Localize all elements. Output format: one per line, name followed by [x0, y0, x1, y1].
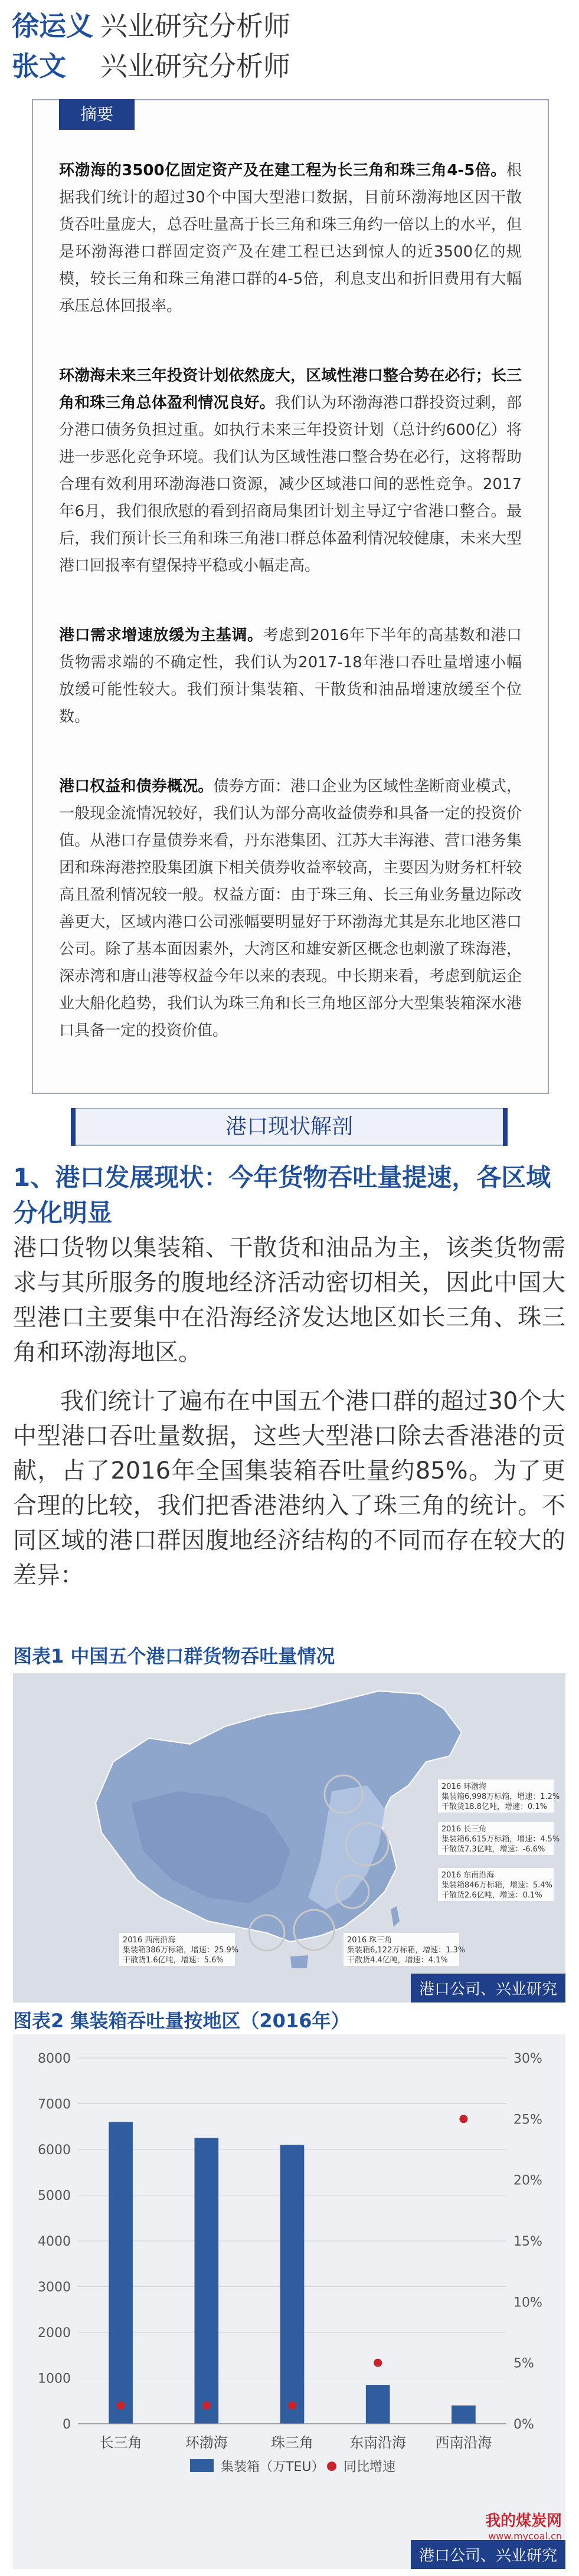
author-name: 张文	[12, 50, 66, 82]
y-tick-label: 2000	[38, 2326, 71, 2341]
para-lead: 港口需求增速放缓为主基调。	[59, 627, 263, 644]
annotation-yangtze	[438, 1822, 560, 1855]
author-1	[12, 6, 290, 46]
watermark-url: www.mycoal.cn	[488, 2531, 562, 2542]
ann-container: 集装箱6,998万标箱，增速：1.2%	[441, 1792, 560, 1801]
legend-label-bar: 集装箱（万TEU）	[221, 2460, 325, 2475]
section-heading: 1、港口发展现状：今年货物吞吐量提速，各区域分化明显	[13, 1163, 551, 1227]
ann-title: 2016 环渤海	[441, 1782, 487, 1791]
para-text: 我们认为环渤海港口群投资过剩，部分港口债务负担过重。如执行未来三年投资计划（总计约600亿）将进一步恶化竞争环境。我们认为区域性港口整合势在必行，这将帮助合理有效利用环渤海港口资源，减少区域港口间的恶性竞争。2017年6月，我们很欣慰的看到招商局集团计划主导辽宁省港口整合。最后，我们预计长三角和珠三角港口群总体盈利情况较健康，未来大型港口回报率有望保持平稳或小幅走高。	[59, 394, 522, 575]
y2-tick-label: 5%	[513, 2356, 534, 2371]
para-lead: 港口权益和债券概况。	[59, 778, 214, 795]
ann-title: 2016 珠三角	[347, 1936, 392, 1945]
bar-chart-svg	[13, 2034, 565, 2530]
y-tick-label: 3000	[38, 2280, 71, 2295]
section-banner	[71, 1108, 508, 1146]
y2-tick-label: 15%	[513, 2234, 542, 2249]
author-2	[12, 46, 290, 86]
annotation-southeast	[438, 1868, 554, 1901]
y2-tick-label: 20%	[513, 2173, 542, 2188]
y-tick-label: 1000	[38, 2371, 71, 2387]
ann-title: 2016 长三角	[441, 1825, 487, 1834]
y-tick-label: 8000	[38, 2051, 71, 2066]
hainan-island	[290, 1955, 308, 1968]
ann-bulk: 干散货18.8亿吨，增速：0.1%	[441, 1802, 547, 1811]
ann-bulk: 干散货2.6亿吨，增速：0.1%	[441, 1891, 542, 1900]
figure2-title: 图表2 集装箱吞吐量按地区（2016年）	[13, 2010, 350, 2032]
annotation-southwest	[119, 1933, 238, 1966]
bar	[280, 2145, 305, 2424]
abstract-box	[32, 99, 549, 1094]
china-map-graphic	[13, 1673, 565, 2003]
bar	[194, 2138, 218, 2424]
ann-container: 集装箱846万标箱，增速：5.4%	[441, 1881, 552, 1890]
y2-tick-label: 25%	[513, 2112, 542, 2128]
ann-title: 2016 东南沿海	[441, 1871, 495, 1880]
author-list	[12, 6, 290, 86]
abstract-paragraph	[59, 622, 522, 730]
abstract-paragraph	[59, 157, 522, 320]
abstract-body	[59, 157, 522, 1087]
author-role: 兴业研究分析师	[100, 10, 290, 42]
bar	[109, 2122, 133, 2424]
bar	[366, 2385, 390, 2424]
y-tick-label: 6000	[38, 2143, 71, 2158]
author-role: 兴业研究分析师	[100, 50, 290, 82]
figure2-chart	[13, 2034, 565, 2569]
para-lead: 环渤海的3500亿固定资产及在建工程为长三角和珠三角4-5倍。	[59, 162, 506, 179]
ann-bulk: 干散货7.3亿吨，增速：-6.6%	[441, 1845, 545, 1854]
growth-point	[374, 2359, 382, 2367]
annotation-pearl	[344, 1933, 465, 1966]
para-text: 考虑到2016年下半年的高基数和港口货物需求端的不确定性，我们认为2017-18年港口吞吐量增速小幅放缓可能性较大。我们预计集装箱、干散货和油品增速放缓至个位数。	[59, 627, 522, 726]
legend-label-dot: 同比增速	[344, 2460, 396, 2475]
abstract-tab: 摘要	[59, 99, 135, 130]
ann-bulk: 干散货1.6亿吨，增速：5.6%	[123, 1956, 224, 1965]
watermark-text: 我的煤炭网	[485, 2512, 562, 2530]
ann-title: 2016 西南沿海	[123, 1936, 176, 1945]
x-tick-label: 珠三角	[271, 2434, 313, 2451]
growth-point	[202, 2401, 211, 2410]
y-tick-label: 0	[63, 2417, 71, 2432]
y2-tick-label: 0%	[513, 2417, 534, 2432]
figure2-source-tag: 港口公司、兴业研究	[411, 2540, 565, 2569]
x-tick-label: 东南沿海	[349, 2434, 407, 2451]
para-lead: 环渤海未来三年投资计划依然庞大，区域性港口整合势在必行；长三角和珠三角总体盈利情况良好。	[59, 367, 522, 412]
annotation-bohai	[438, 1779, 560, 1813]
figure1-source-tag: 港口公司、兴业研究	[411, 1974, 565, 2003]
figure1-title: 图表1 中国五个港口群货物吞吐量情况	[13, 1645, 335, 1667]
x-tick-label: 环渤海	[185, 2434, 228, 2451]
figure1-map	[13, 1673, 565, 2003]
growth-point	[288, 2401, 296, 2410]
taiwan-island	[391, 1906, 400, 1927]
watermark	[485, 2509, 562, 2542]
y-tick-label: 5000	[38, 2188, 71, 2204]
ann-container: 集装箱386万标箱，增速：25.9%	[123, 1946, 239, 1955]
para-text: 债券方面：港口企业为区域性垄断商业模式，一般现金流情况较好，我们认为部分高收益债券和具备一定的投资价值。从港口存量债券来看，丹东港集团、江苏大丰海港、营口港务集团和珠海港控股集团旗下相关债券收益率较高，主要因为财务杠杆较高且盈利情况较一般。权益方面：由于珠三角、长三角业务量边际改善更大，区域内港口公司涨幅要明显好于环渤海尤其是东北地区港口公司。除了基本面因素外，大湾区和雄安新区概念也刺激了珠海港，深赤湾和唐山港等权益今年以来的表现。中长期来看，考虑到航运企业大船化趋势，我们认为珠三角和长三角地区部分大型集装箱深水港口具备一定的投资价值。	[59, 778, 522, 1040]
abstract-paragraph	[59, 773, 522, 1044]
growth-point	[117, 2401, 125, 2410]
banner-accent-right	[503, 1108, 508, 1146]
y2-tick-label: 30%	[513, 2051, 542, 2066]
ann-container: 集装箱6,122万标箱，增速：1.3%	[347, 1946, 466, 1955]
y-tick-label: 4000	[38, 2234, 71, 2249]
para-text: 根据我们统计的超过30个中国大型港口数据，目前环渤海地区因干散货吞吐量庞大，总吞吐量高于长三角和珠三角约一倍以上的水平，但是环渤海港口群固定资产及在建工程已达到惊人的近3500亿的规模，较长三角和珠三角港口群的4-5倍，利息支出和折旧费用有大幅承压总体回报率。	[59, 162, 522, 315]
bar	[452, 2405, 476, 2424]
section-banner-title: 港口现状解剖	[225, 1115, 353, 1139]
legend-swatch-dot	[327, 2462, 336, 2471]
y2-tick-label: 10%	[513, 2295, 542, 2310]
abstract-paragraph	[59, 362, 522, 579]
x-tick-label: 西南沿海	[435, 2434, 492, 2451]
y-tick-label: 7000	[38, 2097, 71, 2112]
body-paragraph-1: 港口货物以集装箱、干散货和油品为主，该类货物需求与其所服务的腹地经济活动密切相关，因此中国大型港口主要集中在沿海经济发达地区如长三角、珠三角和环渤海地区。	[13, 1234, 565, 1366]
legend-swatch-bar	[190, 2459, 214, 2472]
x-tick-label: 长三角	[99, 2434, 142, 2451]
body-paragraph-2: 我们统计了遍布在中国五个港口群的超过30个大中型港口吞吐量数据，这些大型港口除去香港港的贡献，占了2016年全国集装箱吞吐量约85%。为了更合理的比较，我们把香港港纳入了珠三角的统计。不同区域的港口群因腹地经济结构的不同而存在较大的差异：	[13, 1388, 565, 1589]
ann-container: 集装箱6,615万标箱，增速：4.5%	[441, 1835, 560, 1844]
ann-bulk: 干散货4.4亿吨，增速：4.1%	[347, 1956, 448, 1965]
growth-point	[459, 2115, 467, 2123]
author-name: 徐运义	[12, 10, 93, 42]
